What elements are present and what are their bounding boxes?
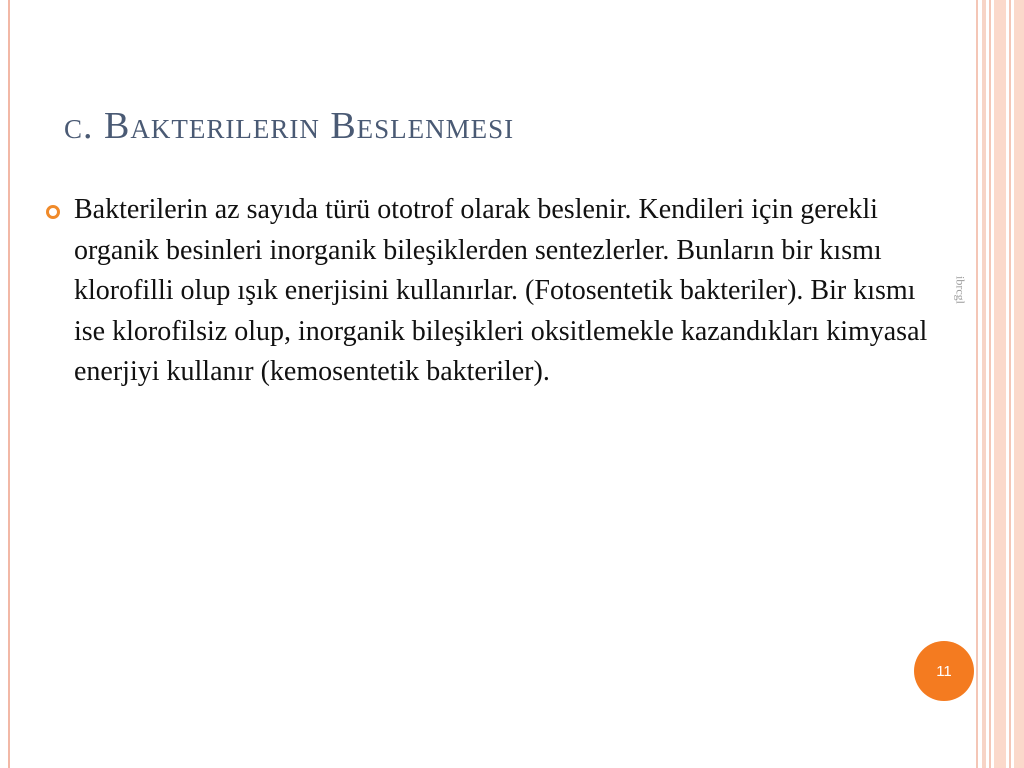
stripe (1014, 0, 1024, 768)
page-number: 11 (936, 662, 952, 680)
stripe (976, 0, 978, 768)
bullet-text: Bakterilerin az sayıda türü ototrof olarak beslenir. Kendileri için gerekli organik besinleri inorganik bileşiklerden sentezlerler. Bunların bir kısmı klorofilli olup ışık enerjisini kullanırlar. (Fotosentetik bakteriler). Bir kısmı ise klorofilsiz olup, inorganik bileşikleri oksitlemekle kazandıkları kimyasal enerjiyi kullanır (kemosentetik bakteriler). (74, 194, 928, 387)
bullet-item (46, 190, 936, 393)
right-decorative-stripes (976, 0, 1024, 768)
left-accent-line (8, 0, 10, 768)
author-watermark: ibrcgl (953, 276, 968, 304)
bullet-list (46, 190, 936, 393)
stripe (994, 0, 1006, 768)
stripe (1009, 0, 1011, 768)
stripe (989, 0, 991, 768)
bullet-circle-icon (46, 205, 60, 219)
stripe (982, 0, 986, 768)
page-number-badge (914, 641, 974, 701)
slide-title: c. Bakterilerin Beslenmesi (64, 105, 515, 147)
